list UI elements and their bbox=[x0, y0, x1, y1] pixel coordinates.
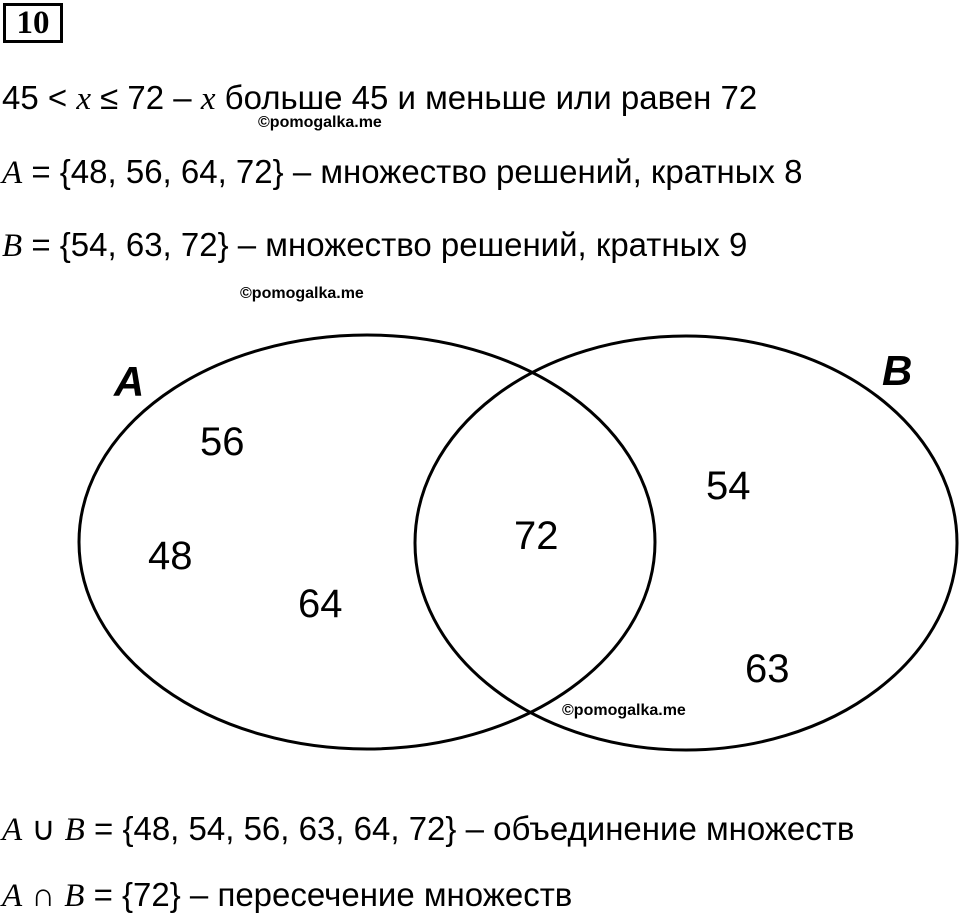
inequality-left: 45 < bbox=[2, 79, 68, 116]
venn-element: 64 bbox=[298, 582, 343, 626]
watermark: ©pomogalka.me bbox=[258, 114, 382, 131]
union-line bbox=[2, 809, 854, 850]
venn-element: 56 bbox=[200, 420, 245, 464]
venn-element: 54 bbox=[706, 464, 751, 508]
set-a-definition: = {48, 56, 64, 72} – множество решений, кратных 8 bbox=[31, 153, 803, 190]
set-a-name: A bbox=[2, 155, 23, 191]
watermark: ©pomogalka.me bbox=[562, 702, 686, 719]
union-definition: = {48, 54, 56, 63, 64, 72} – объединение множеств bbox=[94, 810, 855, 847]
venn-element: 72 bbox=[514, 514, 559, 558]
set-b-name: B bbox=[2, 228, 23, 264]
venn-element: 48 bbox=[148, 534, 193, 578]
watermark: ©pomogalka.me bbox=[240, 285, 364, 302]
intersection-set-a: A bbox=[2, 878, 23, 914]
set-b-circle bbox=[415, 336, 957, 750]
task-number: 10 bbox=[3, 3, 63, 43]
union-set-b: B bbox=[64, 812, 85, 848]
condition-text: больше 45 и меньше или равен 72 bbox=[224, 79, 758, 116]
variable-x: x bbox=[200, 81, 216, 117]
venn-element: 63 bbox=[745, 647, 790, 691]
variable-x: x bbox=[76, 81, 91, 117]
venn-label-a: A bbox=[114, 358, 145, 405]
intersection-operator: ∩ bbox=[31, 876, 56, 913]
intersection-line bbox=[2, 875, 572, 916]
set-b-definition: = {54, 63, 72} – множество решений, кратных 9 bbox=[31, 226, 748, 263]
inequality-mid: ≤ 72 – bbox=[100, 79, 192, 116]
intersection-definition: = {72} – пересечение множеств bbox=[93, 876, 573, 913]
union-set-a: A bbox=[2, 812, 23, 848]
venn-label-b: B bbox=[882, 347, 913, 394]
intersection-set-b: B bbox=[64, 878, 85, 914]
union-operator: ∪ bbox=[31, 810, 56, 847]
